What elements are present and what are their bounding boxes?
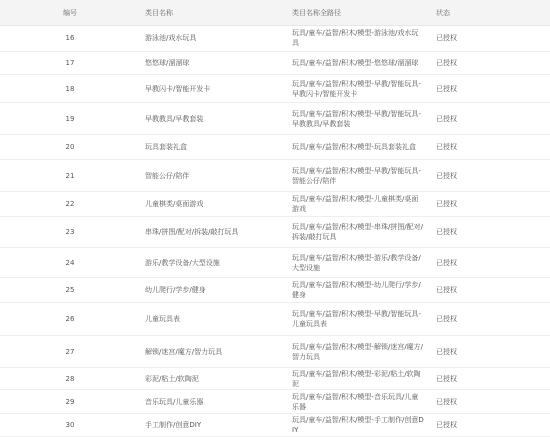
table-row — [0, 25, 550, 52]
row-path-text: 玩具/童车/益智/积木/模型-悠悠球/溜溜球 — [292, 59, 419, 67]
row-name: 幼儿爬行/学步/健身 — [145, 286, 206, 294]
header-name: 类目名称 — [145, 8, 173, 17]
row-path-text: 玩具/童车/益智/积木/模型-儿童棋类/桌面游戏 — [292, 195, 419, 213]
row-path — [292, 248, 424, 277]
header-path: 类目名称全路径 — [292, 8, 341, 17]
row-name: 智能公仔/陪伴 — [145, 171, 190, 180]
row-status: 已授权 — [436, 114, 457, 123]
row-num: 21 — [65, 171, 75, 180]
row-path-text: 玩具/童车/益智/积木/模型-手工制作/创意DIY — [292, 416, 424, 434]
row-path — [292, 414, 424, 436]
table-row — [0, 303, 550, 336]
row-num: 16 — [65, 34, 75, 42]
row-path — [292, 303, 424, 335]
row-path-text: 玩具/童车/益智/积木/模型-音乐玩具/儿童乐器 — [292, 392, 419, 411]
row-path — [292, 192, 424, 216]
row-status: 已授权 — [436, 258, 457, 267]
row-status: 已授权 — [436, 228, 457, 236]
table-row — [0, 390, 550, 414]
row-path-text: 玩具/童车/益智/积木/模型-早教/智能玩具-早教教具/早教套装 — [292, 109, 421, 128]
row-path — [292, 278, 424, 302]
table-row — [0, 135, 550, 160]
table-row — [0, 278, 550, 303]
row-path — [292, 160, 424, 191]
table-row — [0, 248, 550, 278]
row-status: 已授权 — [436, 374, 457, 383]
row-status: 已授权 — [436, 59, 457, 67]
table-row — [0, 192, 550, 217]
row-name: 玩具套装礼盒 — [145, 143, 187, 151]
row-name: 儿童棋类/桌面游戏 — [145, 200, 204, 208]
row-name: 解锁/迷宫/魔方/智力玩具 — [145, 347, 223, 356]
row-name: 串珠/拼图/配对/拆装/敲打玩具 — [145, 228, 239, 236]
row-num: 22 — [65, 200, 75, 208]
row-status: 已授权 — [436, 315, 457, 323]
row-num: 28 — [65, 374, 75, 383]
row-path-text: 玩具/童车/益智/积木/模型-早教/智能玩具-早教闪卡/智能开发卡 — [292, 79, 421, 98]
row-name: 游乐/教学设备/大型设施 — [145, 258, 220, 267]
row-name: 音乐玩具/儿童乐器 — [145, 397, 204, 406]
table-row — [0, 414, 550, 437]
row-status: 已授权 — [436, 84, 457, 93]
row-status: 已授权 — [436, 200, 457, 208]
row-path-text: 玩具/童车/益智/积木/模型-早教/智能玩具-儿童玩具表 — [292, 310, 421, 328]
row-status: 已授权 — [436, 421, 457, 429]
row-num: 23 — [65, 228, 75, 236]
row-path-text: 玩具/童车/益智/积木/模型-游乐/教学设备/大型设施 — [292, 253, 421, 272]
row-status: 已授权 — [436, 397, 457, 406]
row-name: 游泳池/戏水玩具 — [145, 34, 197, 42]
row-path — [292, 75, 424, 102]
row-path — [292, 103, 424, 134]
row-name: 彩泥/粘土/软陶泥 — [145, 374, 199, 383]
row-num: 30 — [65, 421, 75, 429]
row-status: 已授权 — [436, 171, 457, 180]
row-name: 早教闪卡/智能开发卡 — [145, 84, 211, 93]
row-path — [292, 390, 424, 413]
row-path-text: 玩具/童车/益智/积木/模型-解锁/迷宫/魔方/智力玩具 — [292, 342, 424, 361]
row-path — [292, 52, 424, 74]
row-path-text: 玩具/童车/益智/积木/模型-游泳池/戏水玩具 — [292, 29, 419, 47]
row-path-text: 玩具/童车/益智/积木/模型-彩泥/粘土/软陶泥 — [292, 369, 421, 388]
row-name: 手工制作/创意DIY — [145, 421, 202, 429]
row-status: 已授权 — [436, 143, 457, 151]
table-row — [0, 217, 550, 248]
row-path-text: 玩具/童车/益智/积木/模型-早教/智能玩具-智能公仔/陪伴 — [292, 166, 421, 185]
table-row — [0, 368, 550, 390]
row-path — [292, 25, 424, 51]
row-num: 18 — [65, 84, 75, 93]
row-num: 24 — [65, 258, 75, 267]
row-num: 17 — [65, 59, 75, 67]
row-path — [292, 217, 424, 247]
table-header — [0, 0, 550, 26]
table-row — [0, 75, 550, 103]
header-num: 编号 — [63, 8, 77, 17]
row-path — [292, 336, 424, 367]
row-name: 早教教具/早教套装 — [145, 114, 204, 123]
row-path-text: 玩具/童车/益智/积木/模型-玩具套装礼盒 — [292, 143, 416, 151]
table-row — [0, 52, 550, 75]
table-row — [0, 103, 550, 135]
row-path-text: 玩具/童车/益智/积木/模型-幼儿爬行/学步/健身 — [292, 281, 421, 299]
header-status: 状态 — [436, 8, 450, 17]
table-row — [0, 336, 550, 368]
row-name: 悠悠球/溜溜球 — [145, 59, 190, 67]
table-row — [0, 160, 550, 192]
row-path — [292, 368, 424, 389]
row-num: 29 — [65, 397, 75, 406]
row-path-text: 玩具/童车/益智/积木/模型-串珠/拼图/配对/拆装/敲打玩具 — [292, 223, 424, 241]
row-status: 已授权 — [436, 286, 457, 294]
row-num: 19 — [65, 114, 75, 123]
row-num: 26 — [65, 315, 75, 323]
row-status: 已授权 — [436, 347, 457, 356]
row-num: 27 — [65, 347, 75, 356]
row-num: 25 — [65, 286, 75, 294]
row-path — [292, 135, 424, 159]
row-num: 20 — [65, 143, 75, 151]
row-status: 已授权 — [436, 34, 457, 42]
row-name: 儿童玩具表 — [145, 315, 180, 323]
